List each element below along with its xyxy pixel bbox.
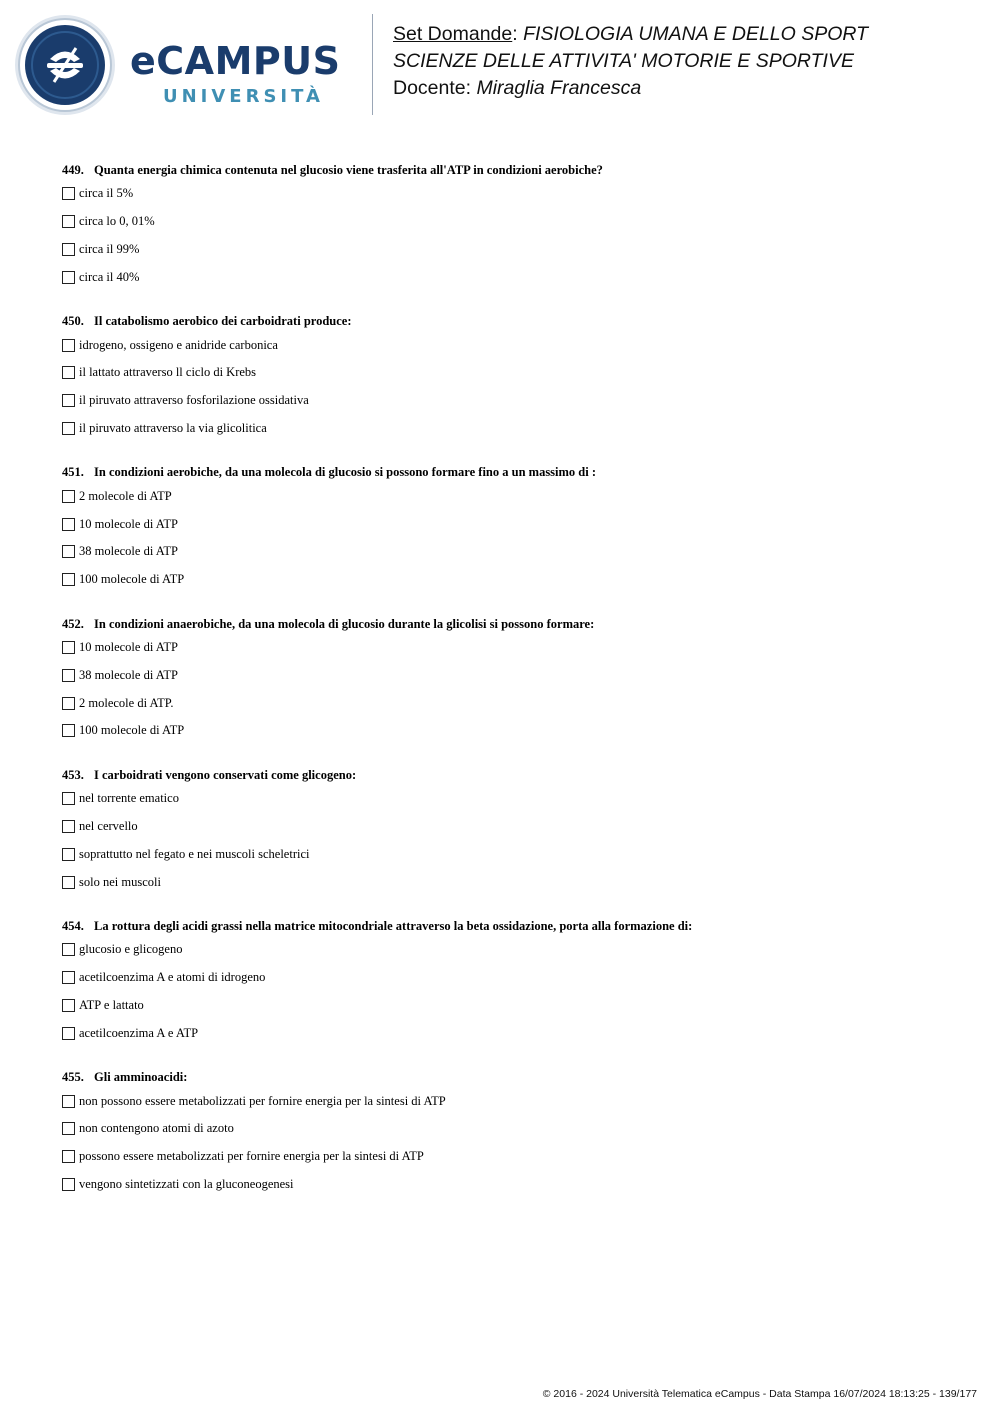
question-list (62, 160, 962, 1218)
ecampus-wordmark: eCAMPUS (130, 39, 341, 83)
answer-label: 100 molecole di ATP (79, 572, 185, 587)
answer-checkbox[interactable] (62, 971, 75, 984)
answer-checkbox[interactable] (62, 848, 75, 861)
answer-option[interactable] (62, 717, 962, 745)
question-number: 450. (62, 314, 84, 329)
question-block (62, 1067, 962, 1198)
question-number: 449. (62, 163, 84, 177)
answer-option[interactable] (62, 387, 962, 415)
question-text: I carboidrati vengono conservati come glicogeno: (94, 767, 357, 782)
answer-checkbox[interactable] (62, 724, 75, 737)
answer-label: 2 molecole di ATP. (79, 695, 174, 710)
universita-wordmark: UNIVERSITÀ (163, 86, 324, 107)
answer-checkbox[interactable] (62, 518, 75, 531)
answer-option[interactable] (62, 868, 962, 896)
answer-label: circa il 5% (79, 186, 134, 201)
answer-option[interactable] (62, 1115, 962, 1143)
answer-checkbox[interactable] (62, 1027, 75, 1040)
answer-checkbox[interactable] (62, 490, 75, 503)
answer-checkbox[interactable] (62, 545, 75, 558)
answer-option[interactable] (62, 661, 962, 689)
question-text: La rottura degli acidi grassi nella matrice mitocondriale attraverso la beta ossidazione, porta alla formazione di: (94, 918, 693, 933)
answer-option[interactable] (62, 510, 962, 538)
answer-label: possono essere metabolizzati per fornire energia per la sintesi di ATP (79, 1149, 424, 1164)
answer-label: circa lo 0, 01% (79, 214, 155, 229)
course-info (393, 21, 868, 102)
question-title (62, 614, 962, 634)
answer-label: 100 molecole di ATP (79, 723, 185, 738)
answer-checkbox[interactable] (62, 876, 75, 889)
answer-checkbox[interactable] (62, 1095, 75, 1108)
question-title (62, 462, 962, 482)
question-text: In condizioni anaerobiche, da una molecola di glucosio durante la glicolisi si possono formare: (94, 616, 595, 631)
answer-option[interactable] (62, 263, 962, 291)
answer-label: il piruvato attraverso la via glicolitica (79, 420, 267, 435)
answer-checkbox[interactable] (62, 1150, 75, 1163)
answer-checkbox[interactable] (62, 573, 75, 586)
answer-option[interactable] (62, 331, 962, 359)
answer-option[interactable] (62, 236, 962, 264)
answer-option[interactable] (62, 936, 962, 964)
answer-label: vengono sintetizzati con la gluconeogenesi (79, 1176, 294, 1191)
docente-line: Docente: Miraglia Francesca (393, 77, 642, 99)
answer-option[interactable] (62, 689, 962, 717)
answer-label: glucosio e glicogeno (79, 942, 183, 957)
question-number: 452. (62, 616, 84, 631)
answer-label: il lattato attraverso ll ciclo di Krebs (79, 365, 257, 380)
answer-option[interactable] (62, 482, 962, 510)
question-title (62, 1067, 962, 1087)
header-divider (372, 14, 373, 115)
answer-option[interactable] (62, 180, 962, 208)
course-degree: SCIENZE DELLE ATTIVITA' MOTORIE E SPORTIVE (393, 50, 854, 72)
answer-option[interactable] (62, 840, 962, 868)
answer-checkbox[interactable] (62, 187, 75, 200)
answer-checkbox[interactable] (62, 422, 75, 435)
answer-label: non possono essere metabolizzati per fornire energia per la sintesi di ATP (79, 1093, 446, 1108)
answer-checkbox[interactable] (62, 366, 75, 379)
answer-checkbox[interactable] (62, 669, 75, 682)
question-number: 454. (62, 918, 84, 933)
page-header (0, 0, 1000, 125)
answer-label: 10 molecole di ATP (79, 639, 178, 654)
answer-option[interactable] (62, 964, 962, 992)
answer-option[interactable] (62, 208, 962, 236)
question-block (62, 311, 962, 442)
answer-checkbox[interactable] (62, 394, 75, 407)
answer-label: 10 molecole di ATP (79, 516, 178, 531)
course-degree-line (393, 48, 868, 75)
answer-label: circa il 40% (79, 269, 140, 284)
question-block (62, 462, 962, 593)
answer-label: circa il 99% (79, 241, 140, 256)
answer-option[interactable] (62, 566, 962, 594)
answer-label: idrogeno, ossigeno e anidride carbonica (79, 337, 278, 352)
answer-label: 38 molecole di ATP (79, 544, 178, 559)
answer-option[interactable] (62, 813, 962, 841)
question-text: Il catabolismo aerobico dei carboidrati produce: (94, 314, 352, 329)
answer-label: acetilcoenzima A e atomi di idrogeno (79, 970, 266, 985)
question-title (62, 311, 962, 331)
answer-label: 38 molecole di ATP (79, 667, 178, 682)
answer-checkbox[interactable] (62, 215, 75, 228)
answer-option[interactable] (62, 785, 962, 813)
answer-checkbox[interactable] (62, 243, 75, 256)
answer-checkbox[interactable] (62, 271, 75, 284)
answer-label: soprattutto nel fegato e nei muscoli scheletrici (79, 846, 310, 861)
question-number: 451. (62, 465, 84, 480)
answer-checkbox[interactable] (62, 339, 75, 352)
answer-option[interactable] (62, 538, 962, 566)
answer-option[interactable] (62, 359, 962, 387)
answer-label: acetilcoenzima A e ATP (79, 1025, 199, 1040)
answer-checkbox[interactable] (62, 697, 75, 710)
answer-label: il piruvato attraverso fosforilazione ossidativa (79, 393, 309, 408)
answer-option[interactable] (62, 1171, 962, 1199)
question-block (62, 160, 962, 291)
question-number: 453. (62, 767, 84, 782)
question-title (62, 160, 962, 180)
answer-checkbox[interactable] (62, 1122, 75, 1135)
page-footer: © 2016 - 2024 Università Telematica eCampus - Data Stampa 16/07/2024 18:13:25 - 139/177 (542, 1388, 977, 1400)
answer-option[interactable] (62, 415, 962, 443)
question-text: Quanta energia chimica contenuta nel glucosio viene trasferita all'ATP in condizioni aerobiche? (94, 163, 603, 177)
question-text: In condizioni aerobiche, da una molecola di glucosio si possono formare fino a un massimo di : (94, 465, 597, 480)
answer-label: nel cervello (79, 818, 138, 833)
answer-checkbox[interactable] (62, 820, 75, 833)
question-block (62, 916, 962, 1047)
course-title: FISIOLOGIA UMANA E DELLO SPORT (523, 23, 869, 45)
question-block (62, 765, 962, 896)
answer-checkbox[interactable] (62, 792, 75, 805)
answer-label: non contengono atomi di azoto (79, 1121, 234, 1136)
answer-label: nel torrente ematico (79, 791, 179, 806)
answer-label: solo nei muscoli (79, 874, 161, 889)
question-number: 455. (62, 1070, 84, 1085)
answer-checkbox[interactable] (62, 943, 75, 956)
question-block (62, 614, 962, 745)
answer-checkbox[interactable] (62, 641, 75, 654)
question-title (62, 765, 962, 785)
answer-option[interactable] (62, 1087, 962, 1115)
docente-label: Docente (393, 77, 466, 99)
answer-option[interactable] (62, 992, 962, 1020)
ecampus-seal-icon (14, 14, 116, 116)
set-line: Set Domande: FISIOLOGIA UMANA E DELLO SPORT (393, 23, 869, 45)
answer-checkbox[interactable] (62, 1178, 75, 1191)
docente-name: Miraglia Francesca (476, 77, 642, 99)
answer-label: 2 molecole di ATP (79, 488, 172, 503)
answer-option[interactable] (62, 1019, 962, 1047)
answer-option[interactable] (62, 634, 962, 662)
question-text: Gli amminoacidi: (94, 1070, 188, 1085)
answer-checkbox[interactable] (62, 999, 75, 1012)
question-title (62, 916, 962, 936)
answer-label: ATP e lattato (79, 997, 144, 1012)
set-label: Set Domande (393, 23, 513, 45)
answer-option[interactable] (62, 1143, 962, 1171)
